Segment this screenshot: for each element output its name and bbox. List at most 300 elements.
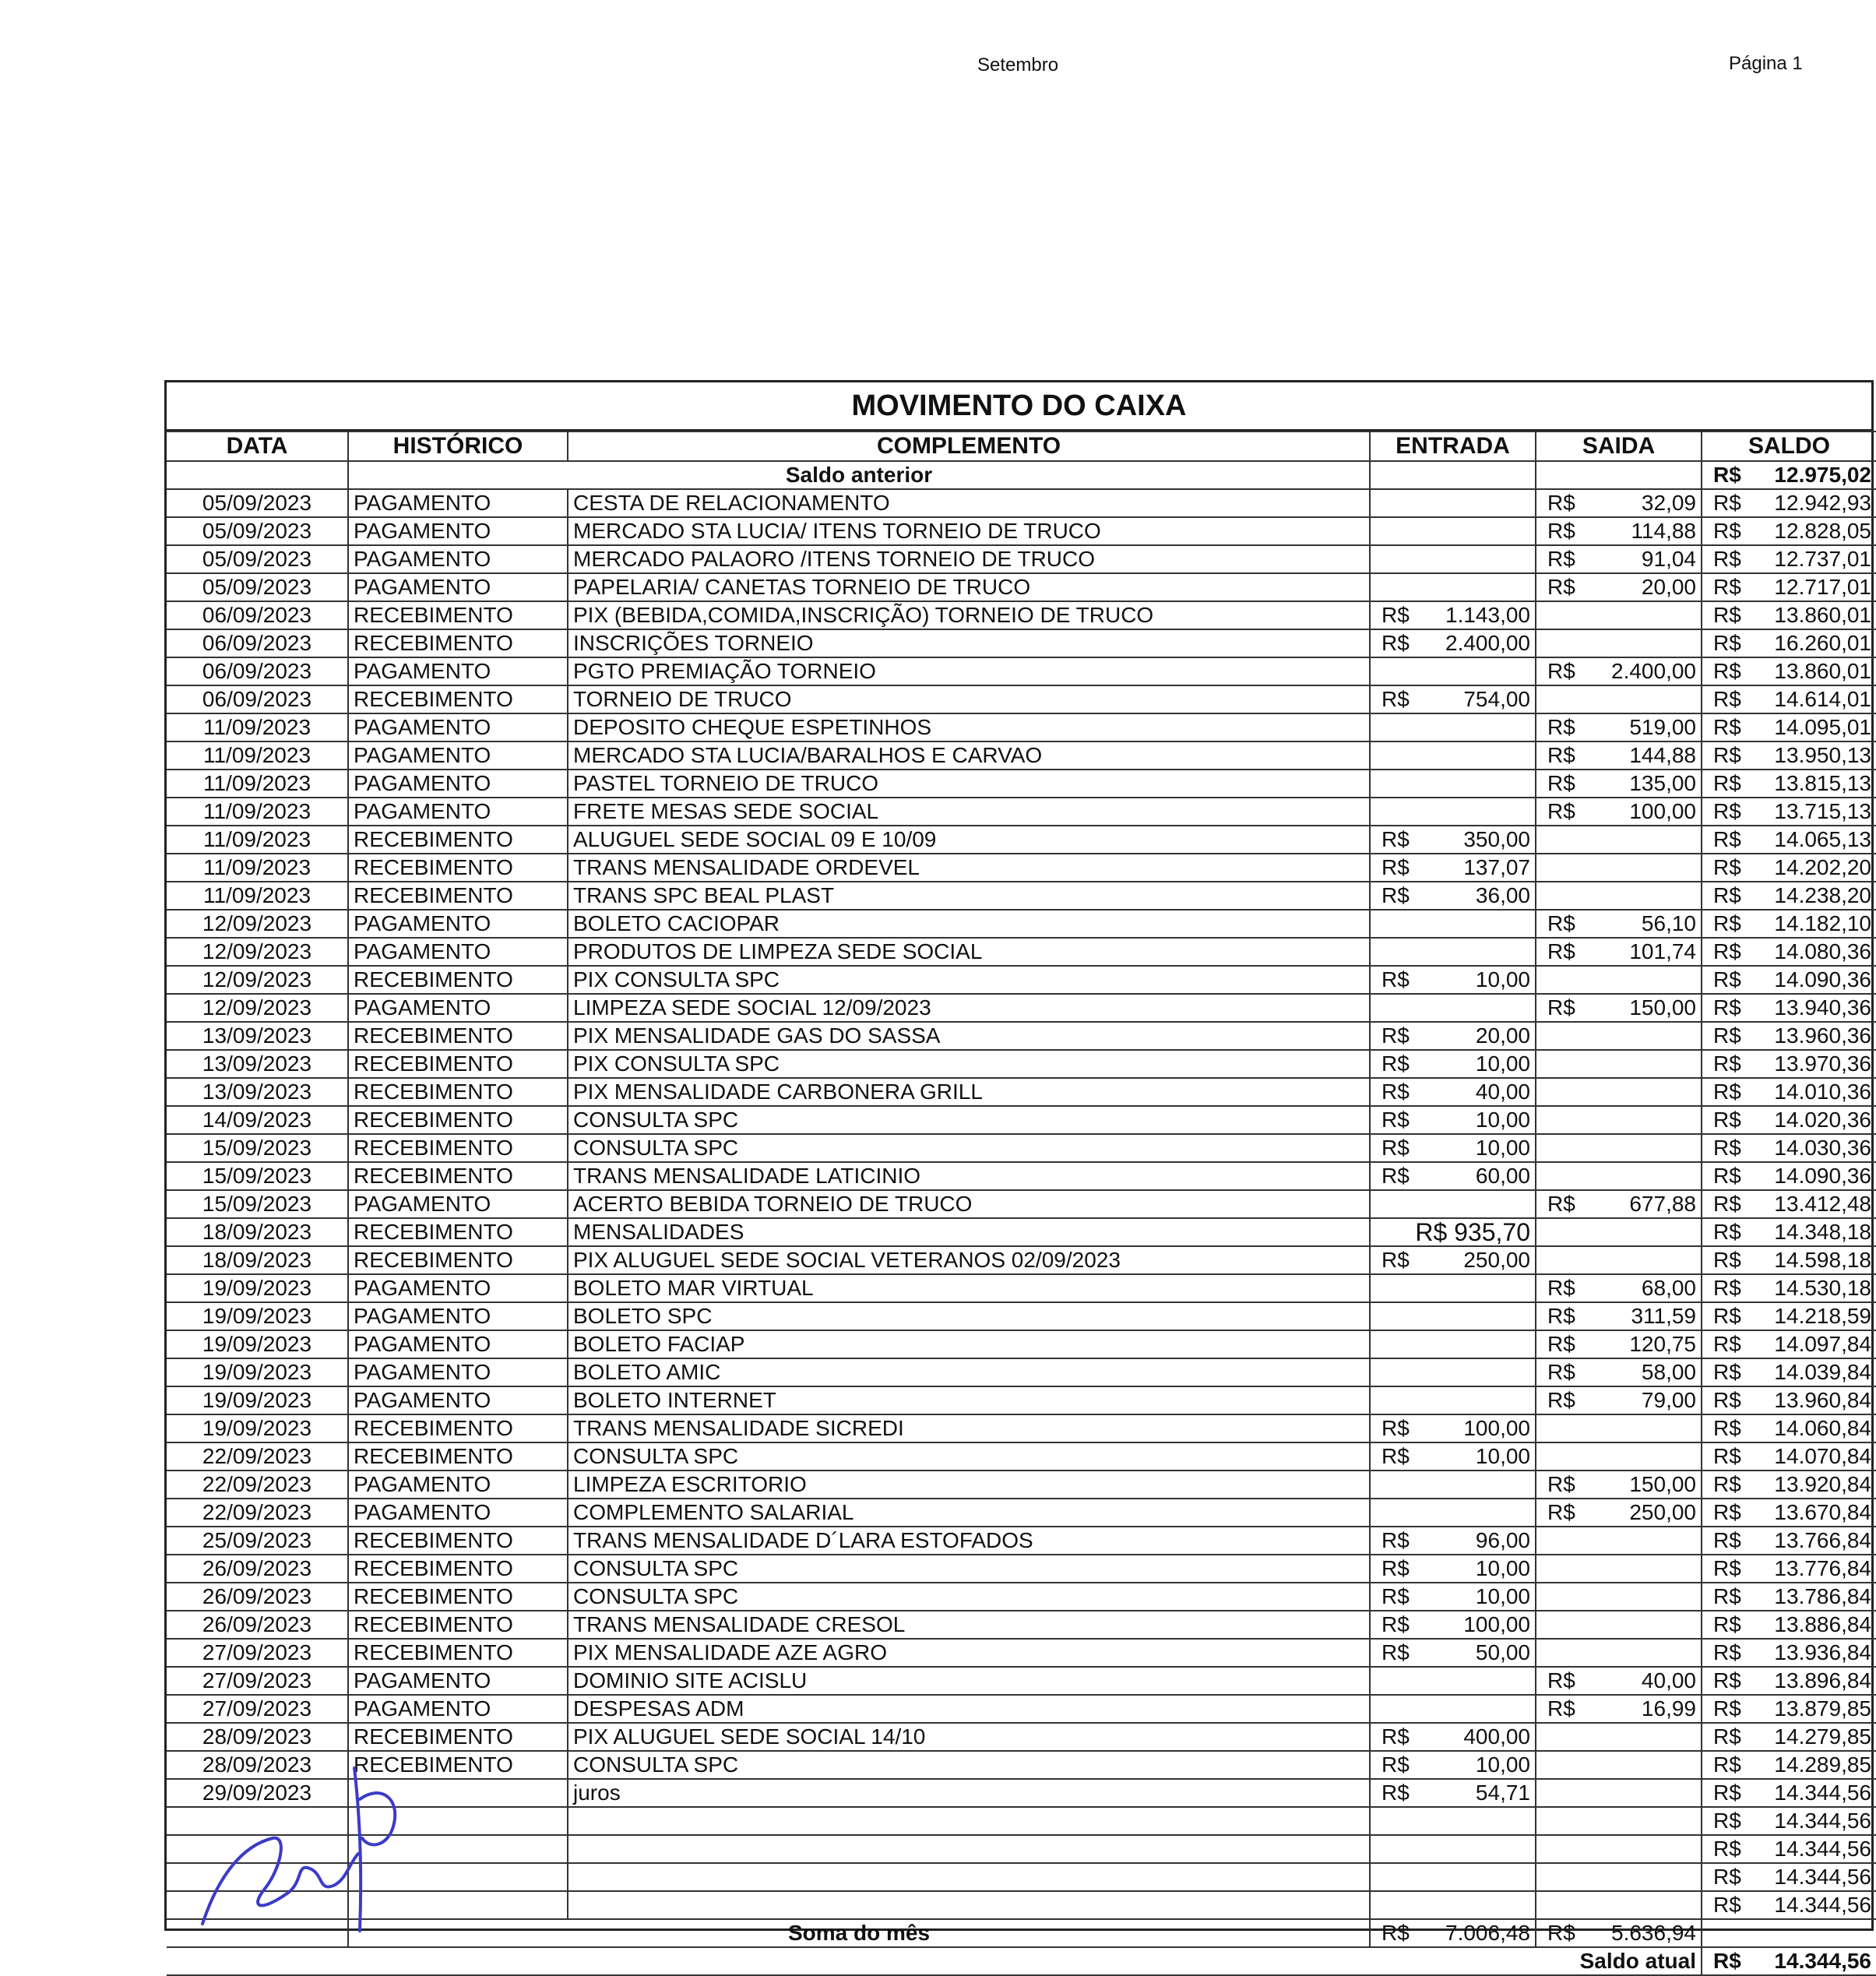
currency-symbol: R$ xyxy=(1381,1164,1410,1188)
cell-entrada xyxy=(1370,1022,1536,1050)
cell-historico: PAGAMENTO xyxy=(348,517,568,545)
currency-symbol: R$ xyxy=(1381,1584,1410,1608)
cell-saida-value: 2.400,00 xyxy=(1611,659,1696,683)
table-row xyxy=(167,1471,1876,1499)
cell-saldo-value: 13.960,84 xyxy=(1774,1388,1871,1412)
cell-data: 28/09/2023 xyxy=(167,1723,348,1751)
cell-saida-value: 40,00 xyxy=(1641,1668,1696,1692)
cell-saldo xyxy=(1702,657,1876,685)
currency-symbol: R$ xyxy=(1713,1080,1741,1104)
cell-entrada xyxy=(1370,517,1536,545)
cell-saida xyxy=(1536,854,1702,882)
table-row xyxy=(167,1106,1876,1134)
cell-saldo-value: 14.238,20 xyxy=(1774,883,1871,907)
currency-symbol: R$ xyxy=(1713,575,1741,599)
cell-entrada xyxy=(1370,1134,1536,1162)
currency-symbol: R$ xyxy=(1381,1921,1410,1945)
cell-saldo-value: 12.737,01 xyxy=(1774,547,1871,571)
cell-saida xyxy=(1536,1807,1702,1835)
cell-saida xyxy=(1536,1386,1702,1414)
cell-entrada-value: 400,00 xyxy=(1463,1724,1530,1749)
monthly-total-label: Soma do mês xyxy=(348,1919,1370,1947)
cell-saida xyxy=(1536,685,1702,713)
cell-saldo-value: 13.715,13 xyxy=(1774,799,1871,823)
cell-data: 12/09/2023 xyxy=(167,910,348,938)
cell-saida-value: 32,09 xyxy=(1641,491,1696,515)
cell-entrada xyxy=(1370,854,1536,882)
table-row xyxy=(167,826,1876,854)
cell-complemento: PAPELARIA/ CANETAS TORNEIO DE TRUCO xyxy=(568,573,1370,601)
cell-historico: PAGAMENTO xyxy=(348,1274,568,1302)
cell-data: 12/09/2023 xyxy=(167,966,348,994)
cell-complemento: ALUGUEL SEDE SOCIAL 09 E 10/09 xyxy=(568,826,1370,854)
column-header-saldo: SALDO xyxy=(1702,431,1876,461)
table-row xyxy=(167,1442,1876,1471)
cell-entrada-value: 10,00 xyxy=(1475,1444,1530,1468)
cell-saida xyxy=(1536,1246,1702,1274)
cell-saida-value: 250,00 xyxy=(1629,1500,1696,1524)
cell-complemento xyxy=(568,1835,1370,1863)
cell-entrada-value: 100,00 xyxy=(1463,1612,1530,1636)
cell-entrada xyxy=(1370,1078,1536,1106)
ledger-title: MOVIMENTO DO CAIXA xyxy=(167,382,1871,431)
cell-saldo xyxy=(1702,1891,1876,1919)
cell-saida xyxy=(1536,910,1702,938)
cell-complemento: CONSULTA SPC xyxy=(568,1134,1370,1162)
currency-symbol: R$ xyxy=(1547,659,1575,683)
cell-data: 05/09/2023 xyxy=(167,517,348,545)
cell-entrada xyxy=(1370,910,1536,938)
currency-symbol: R$ xyxy=(1381,855,1410,879)
currency-symbol: R$ xyxy=(1713,1696,1741,1721)
currency-symbol: R$ xyxy=(1547,1472,1575,1496)
table-row xyxy=(167,770,1876,798)
cell-entrada-value: 10,00 xyxy=(1475,967,1530,992)
cell-saldo xyxy=(1702,854,1876,882)
cell-saldo xyxy=(1702,1919,1876,1947)
cell-data: 11/09/2023 xyxy=(167,854,348,882)
cell-saldo xyxy=(1702,713,1876,741)
cell-saldo-value: 14.344,56 xyxy=(1774,1809,1871,1833)
cell-saldo xyxy=(1702,938,1876,966)
cell-saldo-value: 14.344,56 xyxy=(1774,1837,1871,1861)
table-row xyxy=(167,601,1876,629)
currency-symbol: R$ xyxy=(1547,743,1575,767)
cell-historico: RECEBIMENTO xyxy=(348,1078,568,1106)
cell-saida xyxy=(1536,1414,1702,1442)
cell-historico: RECEBIMENTO xyxy=(348,1218,568,1246)
cell-saldo xyxy=(1702,770,1876,798)
cell-saida xyxy=(1536,1078,1702,1106)
cell-entrada xyxy=(1370,798,1536,826)
cell-saldo xyxy=(1702,685,1876,713)
currency-symbol: R$ xyxy=(1547,547,1575,571)
currency-symbol: R$ xyxy=(1713,911,1741,935)
cell-complemento: TRANS MENSALIDADE SICREDI xyxy=(568,1414,1370,1442)
cell-entrada xyxy=(1370,1302,1536,1330)
cell-saldo xyxy=(1702,1022,1876,1050)
cell-data: 28/09/2023 xyxy=(167,1751,348,1779)
cell-data: 11/09/2023 xyxy=(167,798,348,826)
currency-symbol: R$ xyxy=(1547,519,1575,543)
currency-symbol: R$ xyxy=(1547,1304,1575,1328)
currency-symbol: R$ xyxy=(1381,1051,1410,1076)
opening-balance-row xyxy=(167,461,1876,489)
table-row xyxy=(167,910,1876,938)
cell-saldo-value: 14.010,36 xyxy=(1774,1080,1871,1104)
currency-symbol: R$ xyxy=(1547,1360,1575,1384)
cell-historico: PAGAMENTO xyxy=(348,1471,568,1499)
cell-entrada xyxy=(1370,1751,1536,1779)
cell-saida xyxy=(1536,489,1702,517)
cell-entrada xyxy=(1370,1527,1536,1555)
cell-saldo xyxy=(1702,1442,1876,1471)
currency-symbol: R$ xyxy=(1547,1276,1575,1300)
monthly-total-saida xyxy=(1536,1919,1702,1947)
cell-saldo-value: 14.344,56 xyxy=(1774,1893,1871,1917)
cell-data: 27/09/2023 xyxy=(167,1639,348,1667)
cell-data: 15/09/2023 xyxy=(167,1190,348,1218)
cell-historico: PAGAMENTO xyxy=(348,798,568,826)
cell-saldo xyxy=(1702,882,1876,910)
cell-saldo xyxy=(1702,1807,1876,1835)
cell-historico: RECEBIMENTO xyxy=(348,1723,568,1751)
total-saida-value: 5.636,94 xyxy=(1611,1921,1696,1945)
cell-entrada xyxy=(1370,1779,1536,1807)
closing-balance-value xyxy=(1702,1947,1876,1975)
currency-symbol: R$ xyxy=(1547,771,1575,795)
cell-saida-value: 56,10 xyxy=(1641,911,1696,935)
cell-entrada-value: 54,71 xyxy=(1475,1781,1530,1805)
cell-data: 11/09/2023 xyxy=(167,882,348,910)
cell-historico: RECEBIMENTO xyxy=(348,1555,568,1583)
cell-saldo-value: 13.860,01 xyxy=(1774,603,1871,627)
cell-saldo xyxy=(1702,1218,1876,1246)
cell-saldo-value: 14.598,18 xyxy=(1774,1248,1871,1272)
cell-saida-value: 58,00 xyxy=(1641,1360,1696,1384)
cell-complemento: MERCADO STA LUCIA/BARALHOS E CARVAO xyxy=(568,741,1370,770)
table-row xyxy=(167,1583,1876,1611)
cell-data: 27/09/2023 xyxy=(167,1667,348,1695)
currency-symbol: R$ xyxy=(1547,1500,1575,1524)
cell-data: 06/09/2023 xyxy=(167,601,348,629)
cell-complemento: LIMPEZA SEDE SOCIAL 12/09/2023 xyxy=(568,994,1370,1022)
cell-saida xyxy=(1536,1190,1702,1218)
table-row xyxy=(167,489,1876,517)
cell-saldo xyxy=(1702,517,1876,545)
cell-complemento: DOMINIO SITE ACISLU xyxy=(568,1667,1370,1695)
cell-entrada-value: 137,07 xyxy=(1463,855,1530,879)
currency-symbol: R$ xyxy=(1713,1444,1741,1468)
cell-entrada xyxy=(1370,1807,1536,1835)
cell-saldo xyxy=(1702,1695,1876,1723)
cell-saida xyxy=(1536,994,1702,1022)
cell-entrada-value: 10,00 xyxy=(1475,1051,1530,1076)
cell-data: 05/09/2023 xyxy=(167,545,348,573)
cell-complemento: PIX ALUGUEL SEDE SOCIAL 14/10 xyxy=(568,1723,1370,1751)
cell-saldo xyxy=(1702,1134,1876,1162)
ledger-body xyxy=(167,461,1876,1919)
cell-saida xyxy=(1536,1835,1702,1863)
cell-entrada xyxy=(1370,1667,1536,1695)
table-row xyxy=(167,573,1876,601)
cell-historico: RECEBIMENTO xyxy=(348,1050,568,1078)
currency-symbol: R$ xyxy=(1381,1640,1410,1664)
cell-historico: PAGAMENTO xyxy=(348,713,568,741)
currency-symbol: R$ xyxy=(1713,1752,1741,1777)
cell-historico: PAGAMENTO xyxy=(348,1499,568,1527)
total-entrada-value: 7.006,48 xyxy=(1445,1921,1530,1945)
cell-historico: PAGAMENTO xyxy=(348,1330,568,1358)
cell-data: 19/09/2023 xyxy=(167,1302,348,1330)
cell-saldo xyxy=(1702,1414,1876,1442)
cell-historico: RECEBIMENTO xyxy=(348,966,568,994)
currency-symbol: R$ xyxy=(1713,1528,1741,1552)
currency-symbol: R$ xyxy=(1713,1640,1741,1664)
cell-entrada-value: 2.400,00 xyxy=(1445,631,1530,655)
cell-entrada xyxy=(1370,545,1536,573)
cell-saldo xyxy=(1702,1190,1876,1218)
currency-symbol: R$ xyxy=(1713,1192,1741,1216)
cell-entrada-value: 40,00 xyxy=(1475,1080,1530,1104)
cell-saldo-value: 14.070,84 xyxy=(1774,1444,1871,1468)
cell-saida xyxy=(1536,601,1702,629)
cell-saldo xyxy=(1702,1386,1876,1414)
currency-symbol: R$ xyxy=(1713,1220,1741,1244)
table-row xyxy=(167,517,1876,545)
cell-historico: RECEBIMENTO xyxy=(348,882,568,910)
cell-saida xyxy=(1536,573,1702,601)
cell-saida xyxy=(1536,1442,1702,1471)
opening-saldo: 12.975,02 xyxy=(1774,463,1871,487)
currency-symbol: R$ xyxy=(1713,519,1741,543)
cell-historico: RECEBIMENTO xyxy=(348,1414,568,1442)
cell-saida xyxy=(1536,1358,1702,1386)
cell-complemento: FRETE MESAS SEDE SOCIAL xyxy=(568,798,1370,826)
cell-saldo xyxy=(1702,1274,1876,1302)
cell-complemento xyxy=(568,1891,1370,1919)
cell-saldo-value: 13.766,84 xyxy=(1774,1528,1871,1552)
cell-saida xyxy=(1536,1050,1702,1078)
currency-symbol: R$ xyxy=(1713,491,1741,515)
cell-saida xyxy=(1536,770,1702,798)
currency-symbol: R$ xyxy=(1713,1724,1741,1749)
currency-symbol: R$ xyxy=(1381,687,1410,711)
cell-entrada-value: 350,00 xyxy=(1463,827,1530,851)
table-row xyxy=(167,1835,1876,1863)
cell-saldo xyxy=(1702,1611,1876,1639)
cell-saida xyxy=(1536,1471,1702,1499)
cell-saida-value: 100,00 xyxy=(1629,799,1696,823)
cell-saldo-value: 14.344,56 xyxy=(1774,1781,1871,1805)
cell-saida xyxy=(1536,1134,1702,1162)
currency-symbol: R$ xyxy=(1713,1388,1741,1412)
cell-saldo-value: 14.218,59 xyxy=(1774,1304,1871,1328)
currency-symbol: R$ xyxy=(1547,995,1575,1020)
currency-symbol: R$ xyxy=(1381,827,1410,851)
column-header-historico: HISTÓRICO xyxy=(348,431,568,461)
table-row xyxy=(167,545,1876,573)
currency-symbol: R$ xyxy=(1547,575,1575,599)
cell-entrada xyxy=(1370,1246,1536,1274)
cell-entrada xyxy=(1370,741,1536,770)
cell-entrada xyxy=(1370,1162,1536,1190)
table-row xyxy=(167,741,1876,770)
cell-saida xyxy=(1536,826,1702,854)
cell-complemento: PIX (BEBIDA,COMIDA,INSCRIÇÃO) TORNEIO DE TRUCO xyxy=(568,601,1370,629)
cell-data: 22/09/2023 xyxy=(167,1471,348,1499)
currency-symbol: R$ xyxy=(1713,1136,1741,1160)
cell-data: 06/09/2023 xyxy=(167,657,348,685)
cell-saida xyxy=(1536,1583,1702,1611)
cell-entrada xyxy=(1370,573,1536,601)
cell-complemento: BOLETO CACIOPAR xyxy=(568,910,1370,938)
cell-entrada xyxy=(1370,489,1536,517)
page-header-month: Setembro xyxy=(977,55,1059,76)
cell-historico: RECEBIMENTO xyxy=(348,826,568,854)
cell-saida-value: 150,00 xyxy=(1629,995,1696,1020)
currency-symbol: R$ xyxy=(1381,1444,1410,1468)
currency-symbol: R$ xyxy=(1547,491,1575,515)
cell-data: 22/09/2023 xyxy=(167,1499,348,1527)
monthly-total-row xyxy=(167,1919,1876,1947)
currency-symbol: R$ xyxy=(1713,1893,1741,1917)
cell-saldo xyxy=(1702,1751,1876,1779)
cell-data: 18/09/2023 xyxy=(167,1246,348,1274)
currency-symbol: R$ xyxy=(1547,715,1575,739)
cell-saida-value: 79,00 xyxy=(1641,1388,1696,1412)
cell-saida xyxy=(1536,1162,1702,1190)
currency-symbol: R$ xyxy=(1713,1500,1741,1524)
cell-complemento: PIX MENSALIDADE GAS DO SASSA xyxy=(568,1022,1370,1050)
currency-symbol: R$ xyxy=(1381,1724,1410,1749)
cell-historico: PAGAMENTO xyxy=(348,994,568,1022)
cell-saldo-value: 14.060,84 xyxy=(1774,1416,1871,1440)
cell-entrada xyxy=(1370,770,1536,798)
currency-symbol: R$ xyxy=(1547,939,1575,963)
cell-data: 11/09/2023 xyxy=(167,826,348,854)
currency-symbol: R$ xyxy=(1713,1865,1741,1889)
cell-saldo xyxy=(1702,1835,1876,1863)
table-row xyxy=(167,685,1876,713)
currency-symbol: R$ xyxy=(1381,1080,1410,1104)
cell-saida xyxy=(1536,1330,1702,1358)
cell-saldo xyxy=(1702,1162,1876,1190)
cell-historico: PAGAMENTO xyxy=(348,1667,568,1695)
cell-saida xyxy=(1536,713,1702,741)
cell-historico: PAGAMENTO xyxy=(348,1695,568,1723)
currency-symbol: R$ xyxy=(1713,967,1741,992)
cell-data: 27/09/2023 xyxy=(167,1695,348,1723)
monthly-total-entrada xyxy=(1370,1919,1536,1947)
cell-saldo xyxy=(1702,629,1876,657)
cell-saida xyxy=(1536,1695,1702,1723)
currency-symbol: R$ xyxy=(1713,659,1741,683)
cell-entrada xyxy=(1370,1639,1536,1667)
cell-complemento: MENSALIDADES xyxy=(568,1218,1370,1246)
cell-historico: PAGAMENTO xyxy=(348,910,568,938)
cell-data: 05/09/2023 xyxy=(167,573,348,601)
cell-historico: PAGAMENTO xyxy=(348,657,568,685)
cell-complemento: CONSULTA SPC xyxy=(568,1442,1370,1471)
cell-complemento: TRANS MENSALIDADE LATICINIO xyxy=(568,1162,1370,1190)
cell-entrada-value: 20,00 xyxy=(1475,1023,1530,1048)
cell-data: 26/09/2023 xyxy=(167,1555,348,1583)
currency-symbol: R$ xyxy=(1713,631,1741,655)
cell-saida xyxy=(1536,1723,1702,1751)
cell-historico: RECEBIMENTO xyxy=(348,1583,568,1611)
table-row xyxy=(167,1414,1876,1442)
table-row xyxy=(167,994,1876,1022)
cell-data: 05/09/2023 xyxy=(167,489,348,517)
table-row xyxy=(167,1022,1876,1050)
cell-entrada xyxy=(1370,1891,1536,1919)
cell-entrada xyxy=(1370,826,1536,854)
cell-historico: PAGAMENTO xyxy=(348,1358,568,1386)
cell-saldo xyxy=(1702,1555,1876,1583)
cell-complemento: PASTEL TORNEIO DE TRUCO xyxy=(568,770,1370,798)
currency-symbol: R$ xyxy=(1381,1248,1410,1272)
cell-saida xyxy=(1536,1218,1702,1246)
currency-symbol: R$ xyxy=(1713,1949,1741,1973)
currency-symbol: R$ xyxy=(1381,1416,1410,1440)
cell-saldo xyxy=(1702,1723,1876,1751)
cell-data: 25/09/2023 xyxy=(167,1527,348,1555)
cell-saida-value: 135,00 xyxy=(1629,771,1696,795)
cell-data: 12/09/2023 xyxy=(167,938,348,966)
cell-saldo-value: 14.039,84 xyxy=(1774,1360,1871,1384)
table-row xyxy=(167,1751,1876,1779)
currency-symbol: R$ xyxy=(1713,1304,1741,1328)
cell-historico: PAGAMENTO xyxy=(348,770,568,798)
cell-complemento: BOLETO FACIAP xyxy=(568,1330,1370,1358)
cell-saldo-value: 14.095,01 xyxy=(1774,715,1871,739)
cell-entrada xyxy=(1370,1723,1536,1751)
cell-saldo-value: 13.879,85 xyxy=(1774,1696,1871,1721)
cell-saida xyxy=(1536,1891,1702,1919)
currency-symbol: R$ xyxy=(1713,1416,1741,1440)
page-number: Página 1 xyxy=(1729,53,1803,74)
cell-entrada xyxy=(1370,1611,1536,1639)
cell-historico: RECEBIMENTO xyxy=(348,1639,568,1667)
currency-symbol: R$ xyxy=(1713,827,1741,851)
cell-historico: PAGAMENTO xyxy=(348,1302,568,1330)
table-row xyxy=(167,1134,1876,1162)
cell-entrada xyxy=(1370,1386,1536,1414)
currency-symbol: R$ xyxy=(1713,771,1741,795)
cell-saldo xyxy=(1702,1639,1876,1667)
cell-data: 14/09/2023 xyxy=(167,1106,348,1134)
cell-complemento: COMPLEMENTO SALARIAL xyxy=(568,1499,1370,1527)
cell-saida xyxy=(1536,1106,1702,1134)
cell-data: 26/09/2023 xyxy=(167,1611,348,1639)
cell-complemento: PIX CONSULTA SPC xyxy=(568,1050,1370,1078)
table-row xyxy=(167,1162,1876,1190)
cell-complemento: TRANS MENSALIDADE CRESOL xyxy=(568,1611,1370,1639)
cell-saldo xyxy=(1702,1106,1876,1134)
cell-entrada xyxy=(1370,1050,1536,1078)
cell-entrada xyxy=(1370,882,1536,910)
cell-entrada-value: 100,00 xyxy=(1463,1416,1530,1440)
cell-complemento: CESTA DE RELACIONAMENTO xyxy=(568,489,1370,517)
currency-symbol: R$ xyxy=(1713,1556,1741,1580)
cell-saida-value: 144,88 xyxy=(1629,743,1696,767)
cell-saida-value: 519,00 xyxy=(1629,715,1696,739)
cell-saldo-value: 13.960,36 xyxy=(1774,1023,1871,1048)
cell-historico: PAGAMENTO xyxy=(348,938,568,966)
cell-entrada-value: 96,00 xyxy=(1475,1528,1530,1552)
cell-data: 11/09/2023 xyxy=(167,741,348,770)
